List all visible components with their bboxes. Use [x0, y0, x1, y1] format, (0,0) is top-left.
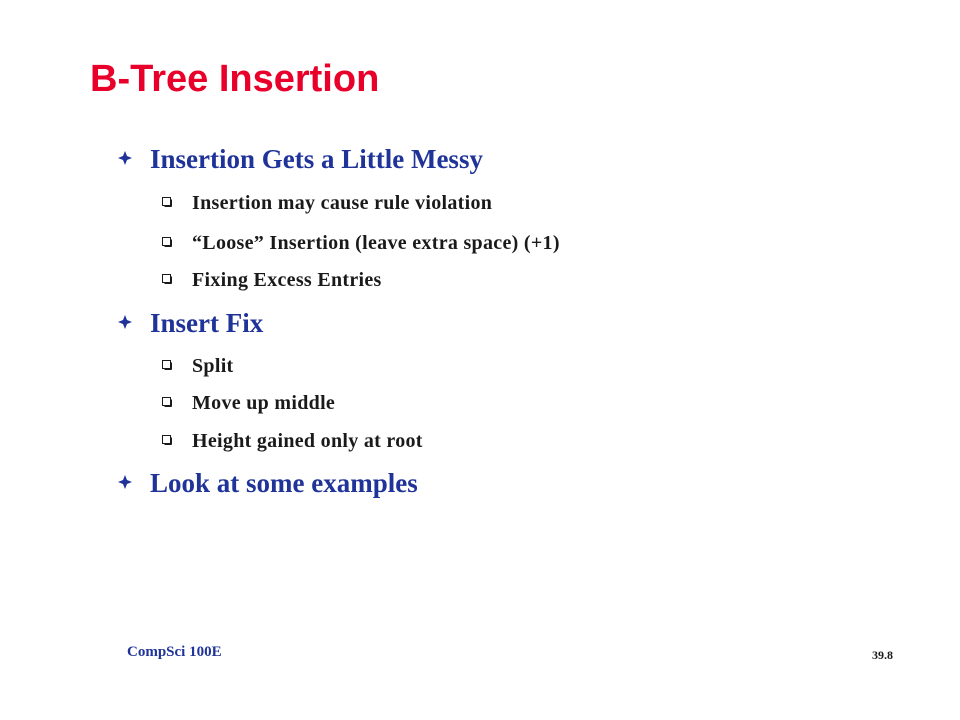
- bullet-item-level2: [192, 233, 560, 253]
- diamond-star-bullet-icon: [118, 475, 132, 489]
- slide-title: B-Tree Insertion: [90, 58, 380, 100]
- bullet-text: Insertion Gets a Little Messy: [150, 144, 483, 174]
- bullet-item-level1: [150, 470, 418, 497]
- bullet-text: Insert Fix: [150, 308, 264, 338]
- hollow-square-bullet-icon: [162, 435, 172, 445]
- bullet-item-level2: [192, 270, 382, 290]
- hollow-square-bullet-icon: [162, 197, 172, 207]
- bullet-item-level2: [192, 356, 234, 376]
- bullet-text: Split: [192, 355, 234, 377]
- hollow-square-bullet-icon: [162, 360, 172, 370]
- bullet-item-level1: [150, 310, 263, 337]
- bullet-text: “Loose” Insertion (leave extra space) (+1): [192, 232, 560, 254]
- bullet-text: Fixing Excess Entries: [192, 269, 382, 291]
- bullet-text: Move up middle: [192, 392, 336, 414]
- hollow-square-bullet-icon: [162, 274, 172, 284]
- bullet-text: Look at some examples: [150, 468, 418, 498]
- diamond-star-bullet-icon: [118, 315, 132, 329]
- footer-course-label: CompSci 100E: [127, 644, 222, 660]
- bullet-item-level2: [192, 193, 492, 213]
- hollow-square-bullet-icon: [162, 237, 172, 247]
- footer-slide-number: 39.8: [872, 648, 893, 662]
- bullet-item-level2: [192, 393, 335, 413]
- diamond-star-bullet-icon: [118, 151, 132, 165]
- bullet-item-level2: [192, 431, 423, 451]
- bullet-item-level1: [150, 146, 483, 173]
- bullet-text: Insertion may cause rule violation: [192, 192, 493, 214]
- hollow-square-bullet-icon: [162, 397, 172, 407]
- bullet-text: Height gained only at root: [192, 430, 423, 452]
